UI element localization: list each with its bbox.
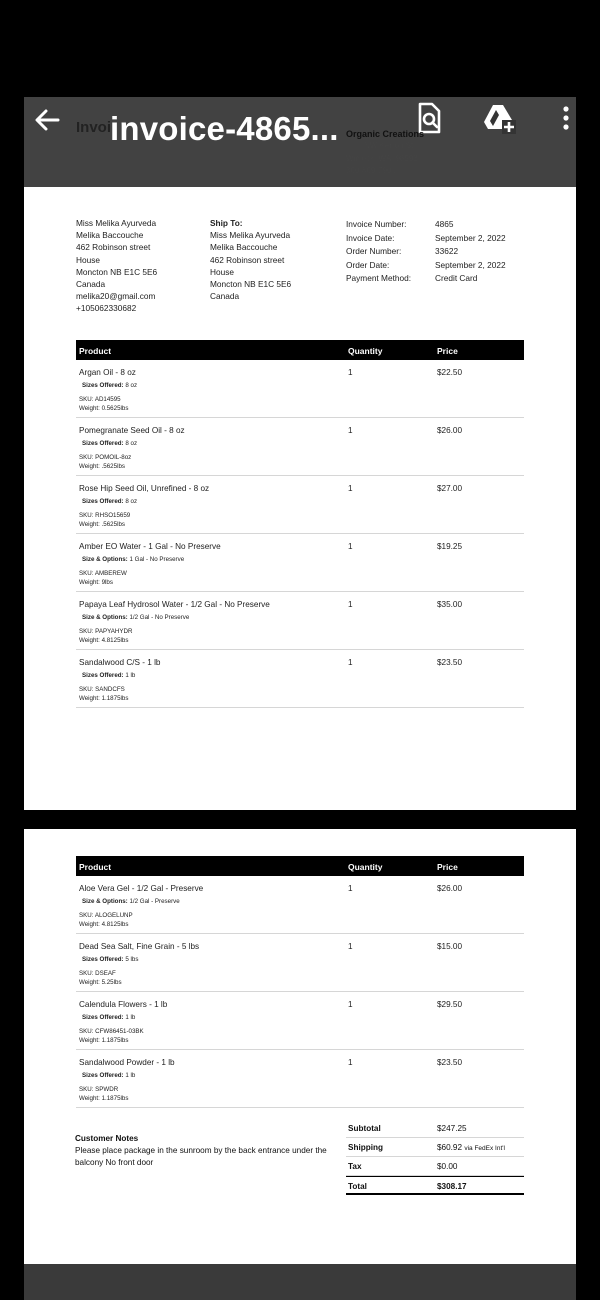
table-row [76, 534, 524, 592]
product-name: Sandalwood Powder - 1 lb [79, 1058, 175, 1067]
product-name: Papaya Leaf Hydrosol Water - 1/2 Gal - No Preserve [79, 600, 270, 609]
table-row [76, 650, 524, 708]
option-label: Size & Options: [82, 898, 128, 905]
col-product: Product [79, 346, 112, 356]
option-value: 1 lb [125, 672, 136, 679]
product-options [82, 672, 135, 679]
meta-label: Order Number: [346, 246, 402, 256]
items-page-1 [76, 360, 524, 708]
invoice-heading: Invoi [76, 119, 112, 136]
product-name: Rose Hip Seed Oil, Unrefined - 8 oz [79, 484, 210, 493]
option-value: 8 oz [125, 382, 138, 389]
option-value: 5 lbs [125, 956, 139, 963]
option-label: Size & Options: [82, 556, 128, 563]
more-vertical-icon[interactable] [554, 101, 578, 135]
bill-to-address [76, 217, 157, 315]
product-quantity: 1 [348, 426, 353, 435]
shipping-amount: $60.92 [437, 1143, 463, 1152]
shipping-label: Shipping [348, 1143, 384, 1152]
bill-to-line: Moncton NB E1C 5E6 [76, 266, 158, 277]
product-sku-weight [79, 912, 133, 929]
total-row [346, 1176, 524, 1195]
meta-value: September 2, 2022 [435, 232, 506, 243]
meta-row [346, 232, 506, 246]
meta-row [346, 218, 506, 232]
option-label: Sizes Offered: [82, 382, 124, 389]
back-arrow-icon[interactable] [30, 103, 64, 137]
option-value: 8 oz [125, 498, 138, 505]
product-sku-weight [79, 454, 131, 471]
col-price: Price [437, 862, 458, 872]
product-name: Pomegranate Seed Oil - 8 oz [79, 426, 185, 435]
ship-to-line: Melika Baccouche [210, 242, 278, 253]
product-price: $15.00 [437, 942, 463, 951]
shop-info [346, 128, 424, 177]
product-name: Argan Oil - 8 oz [79, 368, 136, 377]
product-name: Aloe Vera Gel - 1/2 Gal - Preserve [79, 884, 204, 893]
meta-row [346, 259, 506, 273]
product-quantity: 1 [348, 884, 353, 893]
ship-to-line: Canada [210, 291, 240, 302]
product-weight: Weight: .5625lbs [79, 520, 125, 528]
totals-table [346, 1119, 524, 1195]
meta-label: Invoice Number: [346, 219, 407, 229]
product-options [82, 440, 137, 447]
document-title: invoice-4865... [110, 110, 339, 147]
total-label: Total [348, 1182, 367, 1191]
product-sku: SKU: ALOGELUNP [79, 912, 133, 919]
product-sku: SKU: DSEAF [79, 970, 116, 977]
product-sku-weight [79, 628, 132, 645]
product-options [82, 614, 189, 621]
product-sku: SKU: AMBEREW [79, 570, 127, 577]
product-weight: Weight: 5.25lbs [79, 978, 122, 986]
product-price: $26.00 [437, 426, 463, 435]
product-options [82, 956, 138, 963]
shipping-row [346, 1138, 524, 1157]
product-quantity: 1 [348, 368, 353, 377]
product-quantity: 1 [348, 542, 353, 551]
product-weight: Weight: 1.1875lbs [79, 1036, 129, 1044]
option-label: Sizes Offered: [82, 440, 124, 447]
product-name: Calendula Flowers - 1 lb [79, 1000, 168, 1009]
tax-label: Tax [348, 1162, 362, 1171]
table-row [76, 592, 524, 650]
table-row [76, 934, 524, 992]
viewer-toolbar [24, 97, 576, 187]
product-price: $23.50 [437, 1058, 463, 1067]
option-label: Size & Options: [82, 614, 128, 621]
product-sku: SKU: SPWDR [79, 1086, 119, 1093]
notes-text: Please place package in the sunroom by the back entrance under the balcony No front door [75, 1146, 327, 1167]
product-sku-weight [79, 1028, 144, 1045]
table-row [76, 1050, 524, 1108]
bill-to-line: Canada [76, 279, 106, 290]
product-options [82, 556, 184, 563]
ship-to-line: 462 Robinson street [210, 254, 285, 265]
product-sku: SKU: POMOIL-8oz [79, 454, 132, 461]
product-sku-weight [79, 686, 128, 703]
product-price: $29.50 [437, 1000, 463, 1009]
product-quantity: 1 [348, 600, 353, 609]
col-quantity: Quantity [348, 862, 383, 872]
col-price: Price [437, 346, 458, 356]
table-row [76, 418, 524, 476]
product-sku: SKU: SANDCFS [79, 686, 125, 693]
total-value: $308.17 [437, 1182, 467, 1191]
bill-to-line: Melika Baccouche [76, 230, 144, 241]
product-sku-weight [79, 396, 128, 413]
meta-value: September 2, 2022 [435, 259, 506, 270]
option-value: 1/2 Gal - Preserve [129, 898, 180, 905]
product-sku-weight [79, 1086, 128, 1103]
table-header-page-2 [76, 856, 524, 876]
tax-value: $0.00 [437, 1162, 458, 1171]
table-row [76, 476, 524, 534]
subtotal-row [346, 1119, 524, 1138]
shipping-value [437, 1143, 505, 1152]
meta-label: Payment Method: [346, 273, 412, 283]
product-price: $23.50 [437, 658, 463, 667]
shop-street: NW Kerron St [364, 141, 414, 151]
product-weight: Weight: 0.5625lbs [79, 404, 129, 412]
shop-city: Winlock, WA, 98593 [346, 153, 418, 163]
shipping-method: via FedEx Int'l [464, 1145, 505, 1152]
subtotal-label: Subtotal [348, 1124, 381, 1133]
col-quantity: Quantity [348, 346, 383, 356]
drive-add-icon[interactable] [482, 101, 516, 135]
shop-phone: 360-869-7900 [346, 165, 396, 175]
notes-heading: Customer Notes [75, 1134, 139, 1143]
product-sku: SKU: RHSO15659 [79, 512, 131, 519]
table-row [76, 360, 524, 418]
table-row [76, 876, 524, 934]
product-price: $22.50 [437, 368, 463, 377]
table-row [76, 992, 524, 1050]
product-quantity: 1 [348, 1058, 353, 1067]
product-options [82, 1072, 135, 1079]
product-price: $27.00 [437, 484, 463, 493]
product-weight: Weight: 9lbs [79, 578, 113, 586]
product-quantity: 1 [348, 1000, 353, 1009]
product-price: $26.00 [437, 884, 463, 893]
product-options [82, 498, 137, 505]
product-name: Sandalwood C/S - 1 lb [79, 658, 161, 667]
option-value: 1 lb [125, 1014, 136, 1021]
meta-label: Invoice Date: [346, 232, 395, 243]
col-product: Product [79, 862, 112, 872]
product-options [82, 1014, 135, 1021]
product-price: $19.25 [437, 542, 463, 551]
option-label: Sizes Offered: [82, 956, 124, 963]
items-page-2 [76, 876, 524, 1108]
product-quantity: 1 [348, 942, 353, 951]
meta-value: 4865 [435, 219, 454, 229]
product-quantity: 1 [348, 658, 353, 667]
ship-to-heading: Ship To: [210, 218, 243, 228]
product-weight: Weight: 1.1875lbs [79, 1094, 129, 1102]
subtotal-value: $247.25 [437, 1124, 467, 1133]
table-header-page-1 [76, 340, 524, 360]
product-weight: Weight: .5625lbs [79, 462, 125, 470]
product-price: $35.00 [437, 600, 463, 609]
shop-name: Organic Creations [346, 129, 425, 139]
option-label: Sizes Offered: [82, 1014, 124, 1021]
product-sku: SKU: CFW86451-03BK [79, 1028, 144, 1035]
option-label: Sizes Offered: [82, 1072, 124, 1079]
ship-to-address [210, 217, 291, 302]
product-sku: SKU: PAPYAHYDR [79, 628, 133, 635]
tax-row [346, 1157, 524, 1176]
invoice-meta [346, 218, 506, 286]
bill-to-line: melika20@gmail.com [76, 291, 156, 302]
option-label: Sizes Offered: [82, 498, 124, 505]
product-weight: Weight: 4.8125lbs [79, 636, 129, 644]
product-weight: Weight: 4.8125lbs [79, 920, 129, 928]
meta-value: 33622 [435, 246, 459, 256]
option-value: 1 Gal - No Preserve [129, 556, 185, 563]
bill-to-line: House [76, 254, 100, 265]
bill-to-line: 462 Robinson street [76, 242, 151, 253]
bill-to-line: +105062330682 [76, 303, 137, 314]
product-options [82, 898, 180, 905]
ship-to-line: House [210, 266, 234, 277]
meta-row [346, 272, 506, 286]
meta-row [346, 245, 506, 259]
bill-to-line: Miss Melika Ayurveda [76, 218, 157, 228]
product-options [82, 382, 137, 389]
product-name: Dead Sea Salt, Fine Grain - 5 lbs [79, 942, 200, 951]
product-sku-weight [79, 970, 122, 987]
meta-value: Credit Card [435, 273, 478, 283]
customer-notes [75, 1133, 340, 1169]
product-sku-weight [79, 570, 127, 587]
product-sku: SKU: AD14595 [79, 396, 121, 403]
option-label: Sizes Offered: [82, 672, 124, 679]
option-value: 1 lb [125, 1072, 136, 1079]
ship-to-line: Moncton NB E1C 5E6 [210, 279, 292, 290]
option-value: 1/2 Gal - No Preserve [129, 614, 190, 621]
bottom-bar [24, 1264, 576, 1300]
ship-to-line: Miss Melika Ayurveda [210, 230, 291, 241]
product-name: Amber EO Water - 1 Gal - No Preserve [79, 542, 221, 551]
product-sku-weight [79, 512, 130, 529]
meta-label: Order Date: [346, 259, 390, 270]
product-weight: Weight: 1.1875lbs [79, 694, 129, 702]
option-value: 8 oz [125, 440, 138, 447]
product-quantity: 1 [348, 484, 353, 493]
